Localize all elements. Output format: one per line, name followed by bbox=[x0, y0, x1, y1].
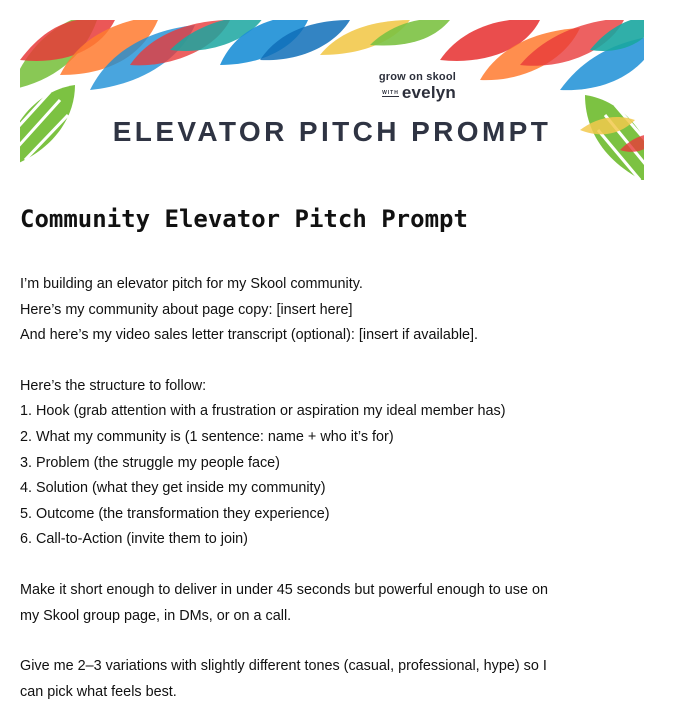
prompt-body bbox=[20, 272, 670, 705]
intro-line: Here’s my community about page copy: [insert here] bbox=[20, 301, 353, 318]
intro-line: I’m building an elevator pitch for my Skool community. bbox=[20, 276, 363, 292]
structure-item: 2. What my community is (1 sentence: name + who it’s for) bbox=[20, 428, 394, 445]
brand-line1: grow on skool bbox=[378, 71, 456, 83]
header-banner bbox=[20, 20, 644, 180]
structure-item: 3. Problem (the struggle my people face) bbox=[20, 454, 280, 471]
brand-logo bbox=[356, 72, 456, 102]
page-title: Community Elevator Pitch Prompt bbox=[20, 205, 468, 233]
intro-line: And here’s my video sales letter transcript (optional): [insert if available]. bbox=[20, 327, 479, 344]
structure-intro: Here’s the structure to follow: bbox=[20, 377, 207, 394]
variation-line: Give me 2–3 variations with slightly different tones (casual, professional, hype) so I bbox=[20, 658, 547, 675]
variation-line: can pick what feels best. bbox=[20, 683, 177, 700]
length-line: Make it short enough to deliver in under 45 seconds but powerful enough to use on bbox=[20, 581, 549, 598]
structure-item: 1. Hook (grab attention with a frustration or aspiration my ideal member has) bbox=[20, 403, 506, 420]
brand-name: evelyn bbox=[401, 83, 456, 102]
length-line: my Skool group page, in DMs, or on a call. bbox=[20, 607, 292, 624]
tropical-leaves-illustration bbox=[20, 20, 644, 180]
structure-item: 5. Outcome (the transformation they experience) bbox=[20, 505, 330, 522]
structure-item: 6. Call-to-Action (invite them to join) bbox=[20, 531, 248, 548]
banner-title: ELEVATOR PITCH PROMPT bbox=[112, 116, 552, 147]
structure-item: 4. Solution (what they get inside my community) bbox=[20, 480, 326, 497]
brand-with: WITH bbox=[382, 90, 399, 97]
